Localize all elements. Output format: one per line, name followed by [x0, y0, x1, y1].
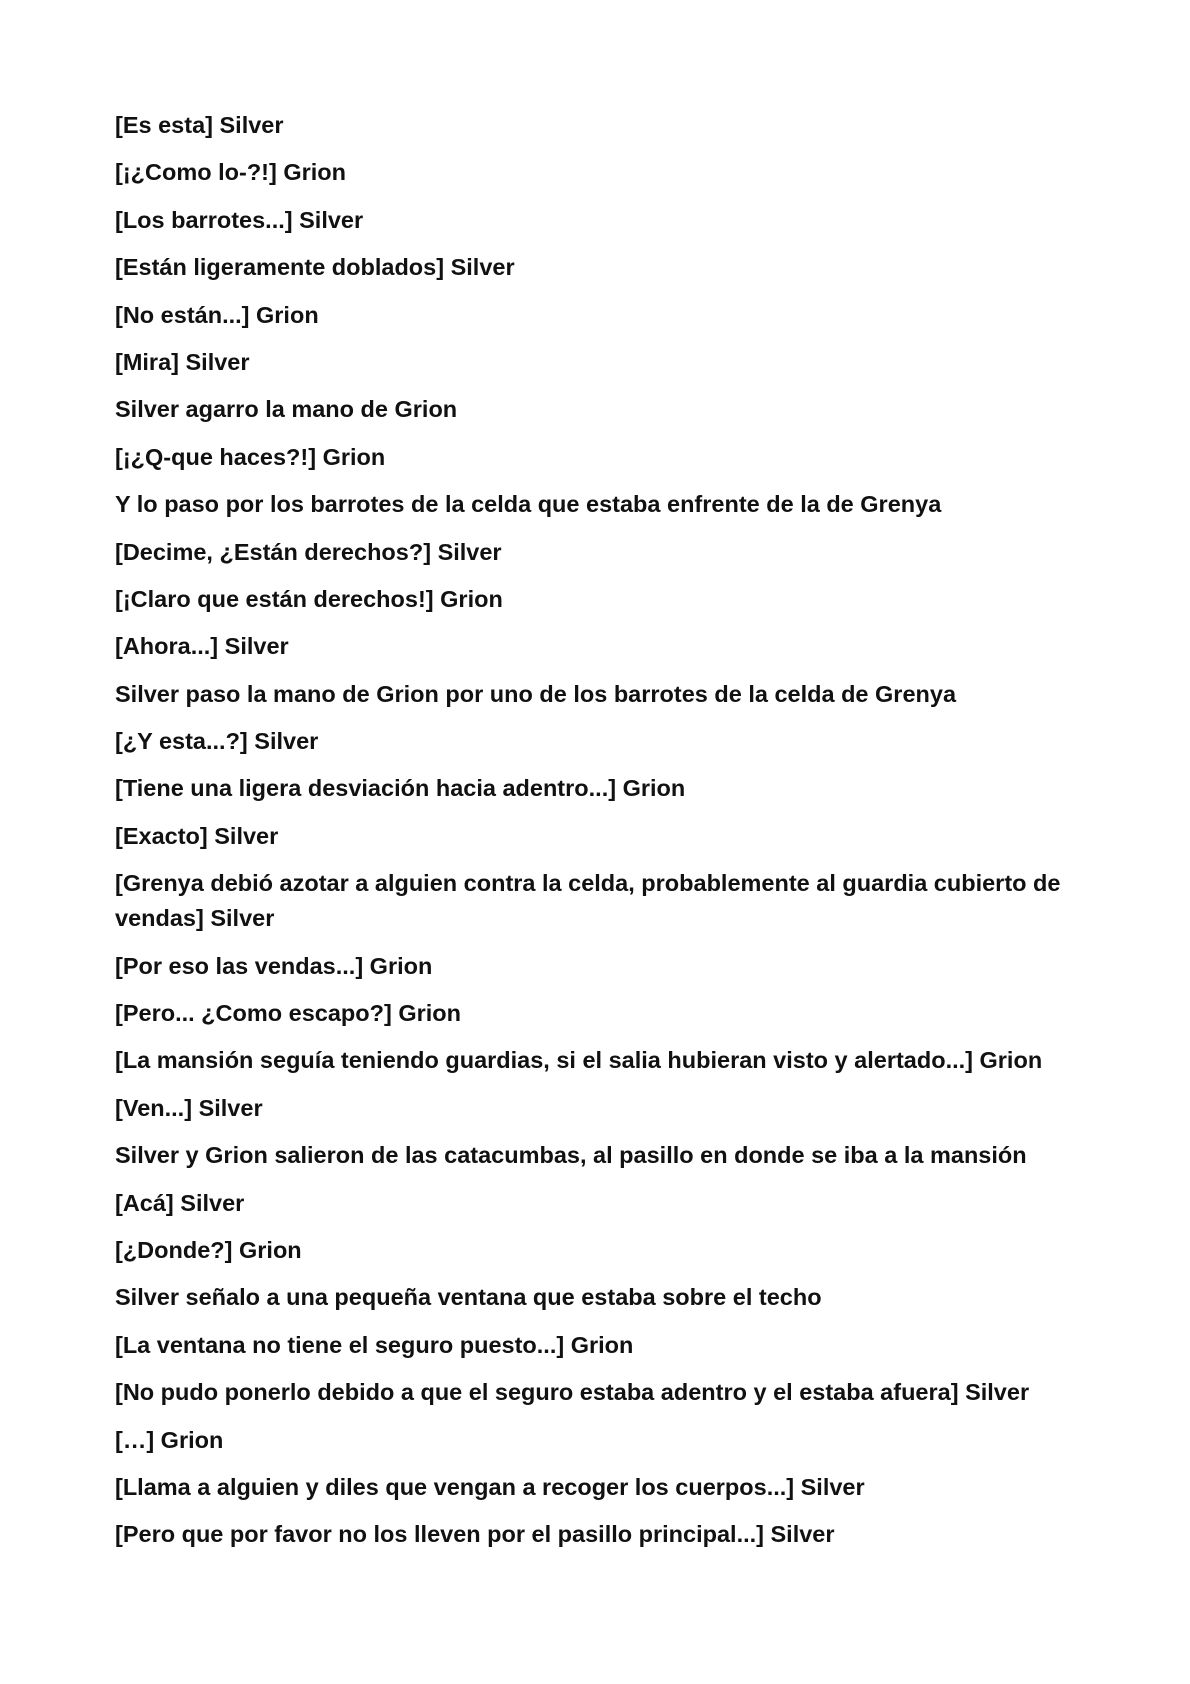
dialogue-line: [Grenya debió azotar a alguien contra la celda, probablemente al guardia cubierto de vendas] Silver — [115, 870, 1061, 932]
dialogue-line: [Los barrotes...] Silver — [115, 206, 364, 233]
dialogue-line: [La ventana no tiene el seguro puesto...] Grion — [115, 1331, 634, 1358]
dialogue-line: [Están ligeramente doblados] Silver — [115, 254, 515, 281]
narration-line: Silver paso la mano de Grion por uno de los barrotes de la celda de Grenya — [115, 680, 957, 707]
dialogue-line: [Es esta] Silver — [115, 112, 284, 138]
dialogue-line: [Llama a alguien y diles que vengan a recoger los cuerpos...] Silver — [115, 1473, 865, 1500]
dialogue-line: [¡¿Q-que haces?!] Grion — [115, 443, 386, 470]
narration-line: Silver señalo a una pequeña ventana que estaba sobre el techo — [115, 1284, 822, 1311]
dialogue-line: [Ahora...] Silver — [115, 633, 289, 660]
document-body — [115, 108, 1075, 1565]
dialogue-line: [Pero que por favor no los lleven por el pasillo principal...] Silver — [115, 1521, 835, 1548]
narration-line: Y lo paso por los barrotes de la celda que estaba enfrente de la de Grenya — [115, 491, 942, 518]
dialogue-line: [Tiene una ligera desviación hacia adentro...] Grion — [115, 775, 686, 802]
dialogue-line: [¡¿Como lo-?!] Grion — [115, 159, 347, 186]
dialogue-line: [Pero... ¿Como escapo?] Grion — [115, 1000, 462, 1027]
dialogue-line: […] Grion — [115, 1426, 224, 1453]
narration-line: Silver y Grion salieron de las catacumbas, al pasillo en donde se iba a la mansión — [115, 1142, 1027, 1169]
dialogue-line: [¿Y esta...?] Silver — [115, 728, 319, 755]
dialogue-line: [Por eso las vendas...] Grion — [115, 952, 433, 979]
dialogue-line: [Mira] Silver — [115, 348, 250, 375]
narration-line: Silver agarro la mano de Grion — [115, 396, 458, 423]
dialogue-line: [Ven...] Silver — [115, 1094, 263, 1121]
dialogue-line: [¿Donde?] Grion — [115, 1236, 302, 1263]
dialogue-line: [No están...] Grion — [115, 301, 319, 328]
dialogue-line: [Acá] Silver — [115, 1189, 245, 1216]
dialogue-line: [No pudo ponerlo debido a que el seguro estaba adentro y el estaba afuera] Silver — [115, 1379, 1030, 1406]
dialogue-line: [¡Claro que están derechos!] Grion — [115, 585, 503, 612]
dialogue-line: [Decime, ¿Están derechos?] Silver — [115, 538, 502, 565]
dialogue-line: [La mansión seguía teniendo guardias, si el salia hubieran visto y alertado...] Grion — [115, 1047, 1043, 1074]
dialogue-line: [Exacto] Silver — [115, 822, 279, 849]
